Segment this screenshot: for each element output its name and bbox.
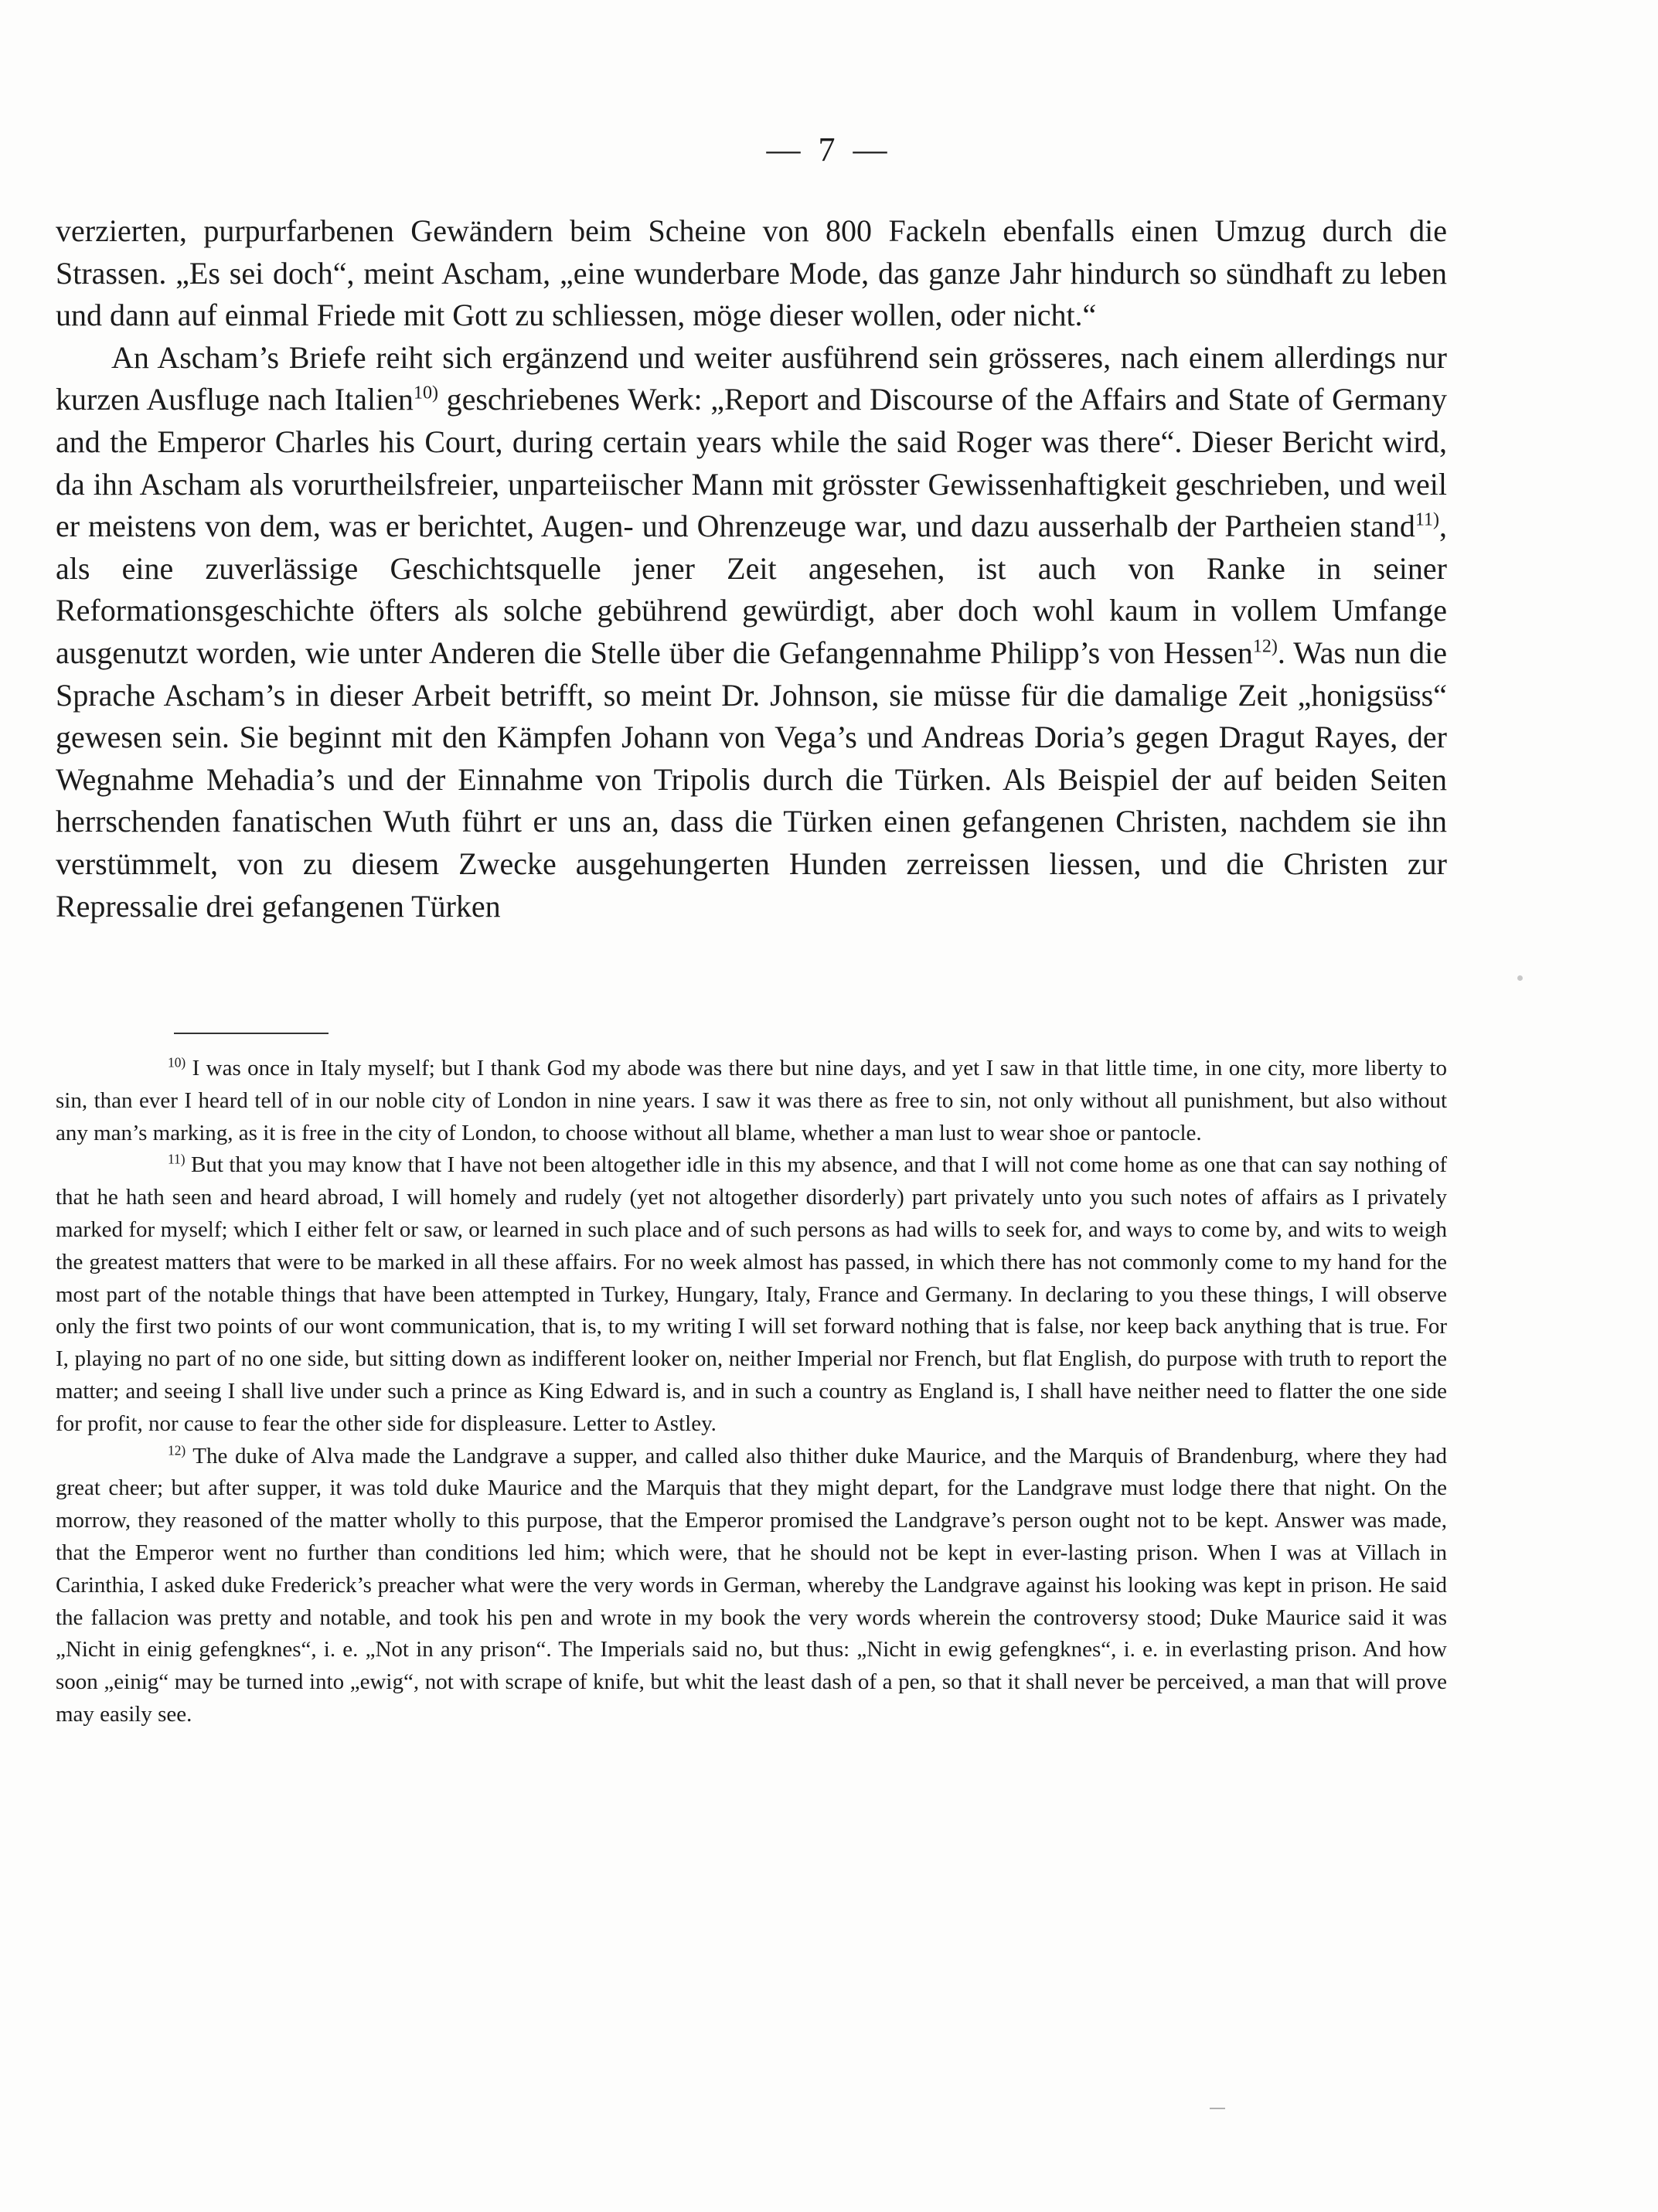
footnote-ref-11[interactable]: 11) xyxy=(1415,509,1439,530)
footnote-11 xyxy=(56,1149,1447,1440)
paragraph-2-part-2: geschriebenes Werk: „Report and Discourse of the Affairs and State of Germany and the Emperor Charles his Court, during certain years while the said Roger was there“. Dieser Bericht wird, da ihn Ascham als vorurtheilsfreier, unparteiischer Mann mit grösster Gewissenhaftigkeit geschrieben, und weil er meistens von dem, was er berichtet, Augen- und Ohrenzeuge war, und dazu ausserhalb der Partheien stand xyxy=(56,382,1448,544)
footnote-ref-12[interactable]: 12) xyxy=(1252,636,1278,657)
footnote-text: But that you may know that I have not been altogether idle in this my absence, and that I will not come home as one that can say nothing of that he hath seen and heard abroad, I will homely and rudely (yet not altogether disorderly) part privately unto you such notes of affairs as I privately marked for myself; which I either felt or saw, or learned in such place and of such persons as had wills to seek for, and ways to come by, and wits to weigh the greatest matters that were to be marked in all these affairs. For no week almost has passed, in which there has not commonly come to my hand for the most part of the notable things that have been attempted in Turkey, Hungary, Italy, France and Germany. In declaring to you these things, I will observe only the first two points of our wont communication, that is, to my writing I will set forward nothing that is false, nor keep back anything that is true. For I, playing no part of no one side, but sitting down as indifferent looker on, neither Imperial nor French, but flat English, do purpose with truth to report the matter; and seeing I shall live under such a prince as King Edward is, and in such a country as England is, I shall have neither need to flatter the one side for profit, nor cause to fear the other side for displeasure. Letter to Astley. xyxy=(56,1152,1447,1436)
paragraph-2-part-4: . Was nun die Sprache Ascham’s in dieser Arbeit betrifft, so meint Dr. Johnson, sie müsse für die damalige Zeit „honigsüss“ gewesen sein. Sie beginnt mit den Kämpfen Johann von Vega’s und Andreas Doria’s gegen Dragut Rayes, der Wegnahme Mehadia’s und der Einnahme von Tripolis durch die Türken. Als Beispiel der auf beiden Seiten herrschenden fanatischen Wuth führt er uns an, dass die Türken einen gefangenen Christen, nachdem sie ihn verstümmelt, von zu diesem Zwecke ausgehungerten Hunden zerreissen liessen, und die Christen zur Repressalie drei gefangenen Türken xyxy=(56,635,1448,924)
footnote-text: I was once in Italy myself; but I thank God my abode was there but nine days, and yet I saw in that little time, in one city, more liberty to sin, than ever I heard tell of in our noble city of London in nine years. I saw it was there as free to sin, not only without all punishment, but also without any man’s marking, as it is free in the city of London, to choose without all blame, whether a man lust to wear shoe or pantocle. xyxy=(56,1056,1447,1145)
footnotes xyxy=(56,1053,1447,1731)
scan-speck xyxy=(1517,975,1523,981)
page-number: — 7 — xyxy=(766,131,892,168)
footnote-mark: 11) xyxy=(168,1151,186,1167)
footnote-mark: 10) xyxy=(168,1054,186,1070)
footnote-10 xyxy=(56,1053,1447,1149)
paragraph-2 xyxy=(56,337,1447,927)
paragraph-2-part-1: An Ascham’s Briefe reiht sich ergänzend und weiter ausführend sein grösseres, nach einem allerdings nur kurzen Ausfluge nach Italien xyxy=(56,339,1447,417)
scan-mark xyxy=(1210,2108,1225,2109)
footnote-separator xyxy=(174,1033,329,1034)
paragraph-1: verzierten, purpurfarbenen Gewändern beim Scheine von 800 Fackeln ebenfalls einen Umzug durch die Strassen. „Es sei doch“, meint Ascham, „eine wunderbare Mode, das ganze Jahr hindurch so sündhaft zu leben und dann auf einmal Friede mit Gott zu schliessen, möge dieser wollen, oder nicht.“ xyxy=(56,213,1447,333)
footnote-ref-10[interactable]: 10) xyxy=(413,383,438,404)
footnote-12 xyxy=(56,1441,1447,1731)
footnote-mark: 12) xyxy=(168,1441,186,1458)
paragraph-2-part-3: , als eine zuverlässige Geschichtsquelle jener Zeit angesehen, ist auch von Ranke in seiner Reformationsgeschichte öfters als solche gebührend gewürdigt, aber doch wohl kaum in vollem Umfange ausgenutzt worden, wie unter Anderen die Stelle über die Gefangennahme Philipp’s von Hessen xyxy=(56,509,1447,670)
main-text xyxy=(56,210,1447,927)
footnote-text: The duke of Alva made the Landgrave a supper, and called also thither duke Maurice, and the Marquis of Brandenburg, where they had great cheer; but after supper, it was told duke Maurice and the Marquis that they might depart, for the Landgrave must lodge there that night. On the morrow, they reasoned of the matter wholly to this purpose, that the Emperor promised the Landgrave’s person ought not to be kept. Answer was made, that the Emperor went no further than conditions led him; which were, that he should not be kept in ever-lasting prison. When I was at Villach in Carinthia, I asked duke Frederick’s preacher what were the very words in German, whereby the Landgrave against his looking was kept in prison. He said the fallacion was pretty and notable, and took his pen and wrote in my book the very words wherein the controversy stood; Duke Maurice said it was „Nicht in einig gefengknes“, i. e. „Not in any prison“. The Imperials said no, but thus: „Nicht in ewig gefengknes“, i. e. in everlasting prison. And how soon „einig“ may be turned into „ewig“, not with scrape of knife, but whit the least dash of a pen, so that it shall never be perceived, a man that will prove may easily see. xyxy=(56,1443,1447,1727)
